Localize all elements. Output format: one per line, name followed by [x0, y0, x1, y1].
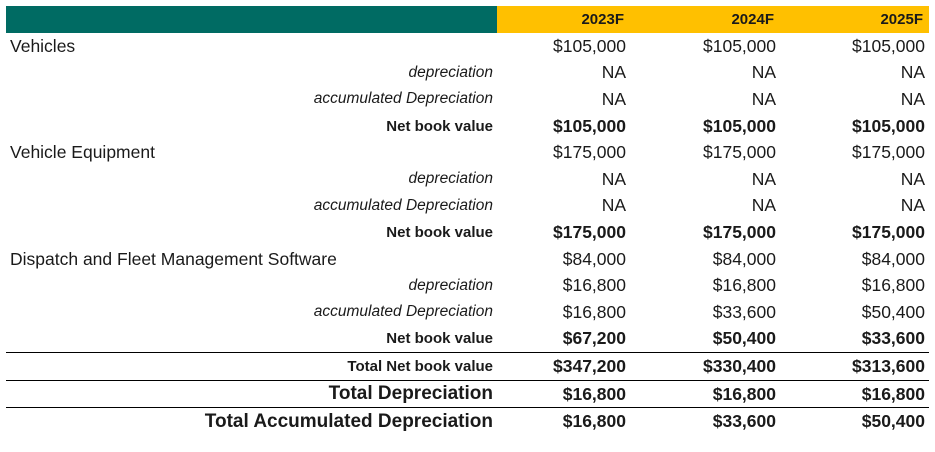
- depreciation-row: [6, 60, 929, 87]
- total-net-book-value-label: Total Net book value: [6, 353, 497, 381]
- depreciation-label: depreciation: [408, 276, 493, 294]
- accumulated-depreciation-value: NA: [751, 195, 776, 216]
- depreciation-value: NA: [900, 168, 925, 189]
- asset-cost-row: [6, 139, 929, 166]
- total-depreciation-value: $16,800: [780, 380, 929, 408]
- depreciation-value: $16,800: [861, 275, 925, 296]
- depreciation-label: depreciation: [408, 63, 493, 81]
- depreciation-schedule-table: [6, 6, 929, 435]
- cost-value: $84,000: [562, 248, 626, 269]
- header-row: [6, 6, 929, 33]
- total-net-book-value: $313,600: [780, 353, 929, 381]
- net-book-value: $175,000: [553, 221, 626, 242]
- total-accumulated-depreciation-value: $33,600: [630, 408, 780, 435]
- depreciation-value: NA: [601, 168, 626, 189]
- accumulated-depreciation-value: NA: [900, 88, 925, 109]
- depreciation-value: $16,800: [562, 275, 626, 296]
- accumulated-depreciation-value: $33,600: [712, 301, 776, 322]
- total-accumulated-depreciation-label: Total Accumulated Depreciation: [6, 408, 497, 435]
- depreciation-value: NA: [751, 62, 776, 83]
- accumulated-depreciation-value: $50,400: [861, 301, 925, 322]
- asset-cost-row: [6, 246, 929, 273]
- asset-name: Vehicle Equipment: [10, 142, 155, 163]
- depreciation-value: NA: [601, 62, 626, 83]
- accumulated-depreciation-value: NA: [751, 88, 776, 109]
- accumulated-depreciation-row: [6, 299, 929, 326]
- net-book-value: $105,000: [703, 115, 776, 136]
- total-depreciation-value: $16,800: [630, 380, 780, 408]
- depreciation-value: $16,800: [712, 275, 776, 296]
- year-header: 2024F: [630, 6, 780, 33]
- cost-value: $105,000: [703, 35, 776, 56]
- asset-name: Vehicles: [10, 35, 76, 56]
- accumulated-depreciation-value: NA: [900, 195, 925, 216]
- asset-name: Dispatch and Fleet Management Software: [10, 248, 337, 269]
- asset-cost-row: [6, 33, 929, 60]
- cost-value: $175,000: [703, 142, 776, 163]
- net-book-value: $175,000: [703, 221, 776, 242]
- net-book-value-label: Net book value: [386, 223, 493, 241]
- cost-value: $105,000: [553, 35, 626, 56]
- depreciation-value: NA: [900, 62, 925, 83]
- cost-value: $175,000: [553, 142, 626, 163]
- total-depreciation-row: [6, 380, 929, 408]
- depreciation-row: [6, 166, 929, 193]
- total-accumulated-depreciation-value: $50,400: [780, 408, 929, 435]
- total-accumulated-depreciation-value: $16,800: [497, 408, 630, 435]
- total-net-book-value: $330,400: [630, 353, 780, 381]
- net-book-value-row: [6, 219, 929, 246]
- depreciation-value: NA: [751, 168, 776, 189]
- net-book-value: $105,000: [553, 115, 626, 136]
- net-book-value-row: [6, 326, 929, 353]
- accumulated-depreciation-value: NA: [601, 88, 626, 109]
- net-book-value-label: Net book value: [386, 117, 493, 135]
- net-book-value: $33,600: [861, 328, 925, 349]
- cost-value: $84,000: [712, 248, 776, 269]
- header-label-cell: [6, 6, 497, 33]
- depreciation-row: [6, 272, 929, 299]
- total-accumulated-depreciation-row: [6, 408, 929, 435]
- year-header: 2023F: [497, 6, 630, 33]
- accumulated-depreciation-label: accumulated Depreciation: [313, 196, 493, 214]
- net-book-value: $105,000: [852, 115, 925, 136]
- accumulated-depreciation-row: [6, 86, 929, 113]
- accumulated-depreciation-label: accumulated Depreciation: [313, 90, 493, 108]
- net-book-value: $50,400: [712, 328, 776, 349]
- net-book-value: $175,000: [852, 221, 925, 242]
- cost-value: $105,000: [852, 35, 925, 56]
- total-depreciation-value: $16,800: [497, 380, 630, 408]
- accumulated-depreciation-row: [6, 193, 929, 220]
- year-header: 2025F: [780, 6, 929, 33]
- accumulated-depreciation-label: accumulated Depreciation: [313, 303, 493, 321]
- accumulated-depreciation-value: NA: [601, 195, 626, 216]
- net-book-value-label: Net book value: [386, 330, 493, 348]
- accumulated-depreciation-value: $16,800: [562, 301, 626, 322]
- total-net-book-value: $347,200: [497, 353, 630, 381]
- cost-value: $84,000: [861, 248, 925, 269]
- net-book-value: $67,200: [562, 328, 626, 349]
- total-depreciation-label: Total Depreciation: [6, 380, 497, 408]
- total-net-book-value-row: [6, 353, 929, 381]
- depreciation-label: depreciation: [408, 170, 493, 188]
- net-book-value-row: [6, 113, 929, 140]
- cost-value: $175,000: [852, 142, 925, 163]
